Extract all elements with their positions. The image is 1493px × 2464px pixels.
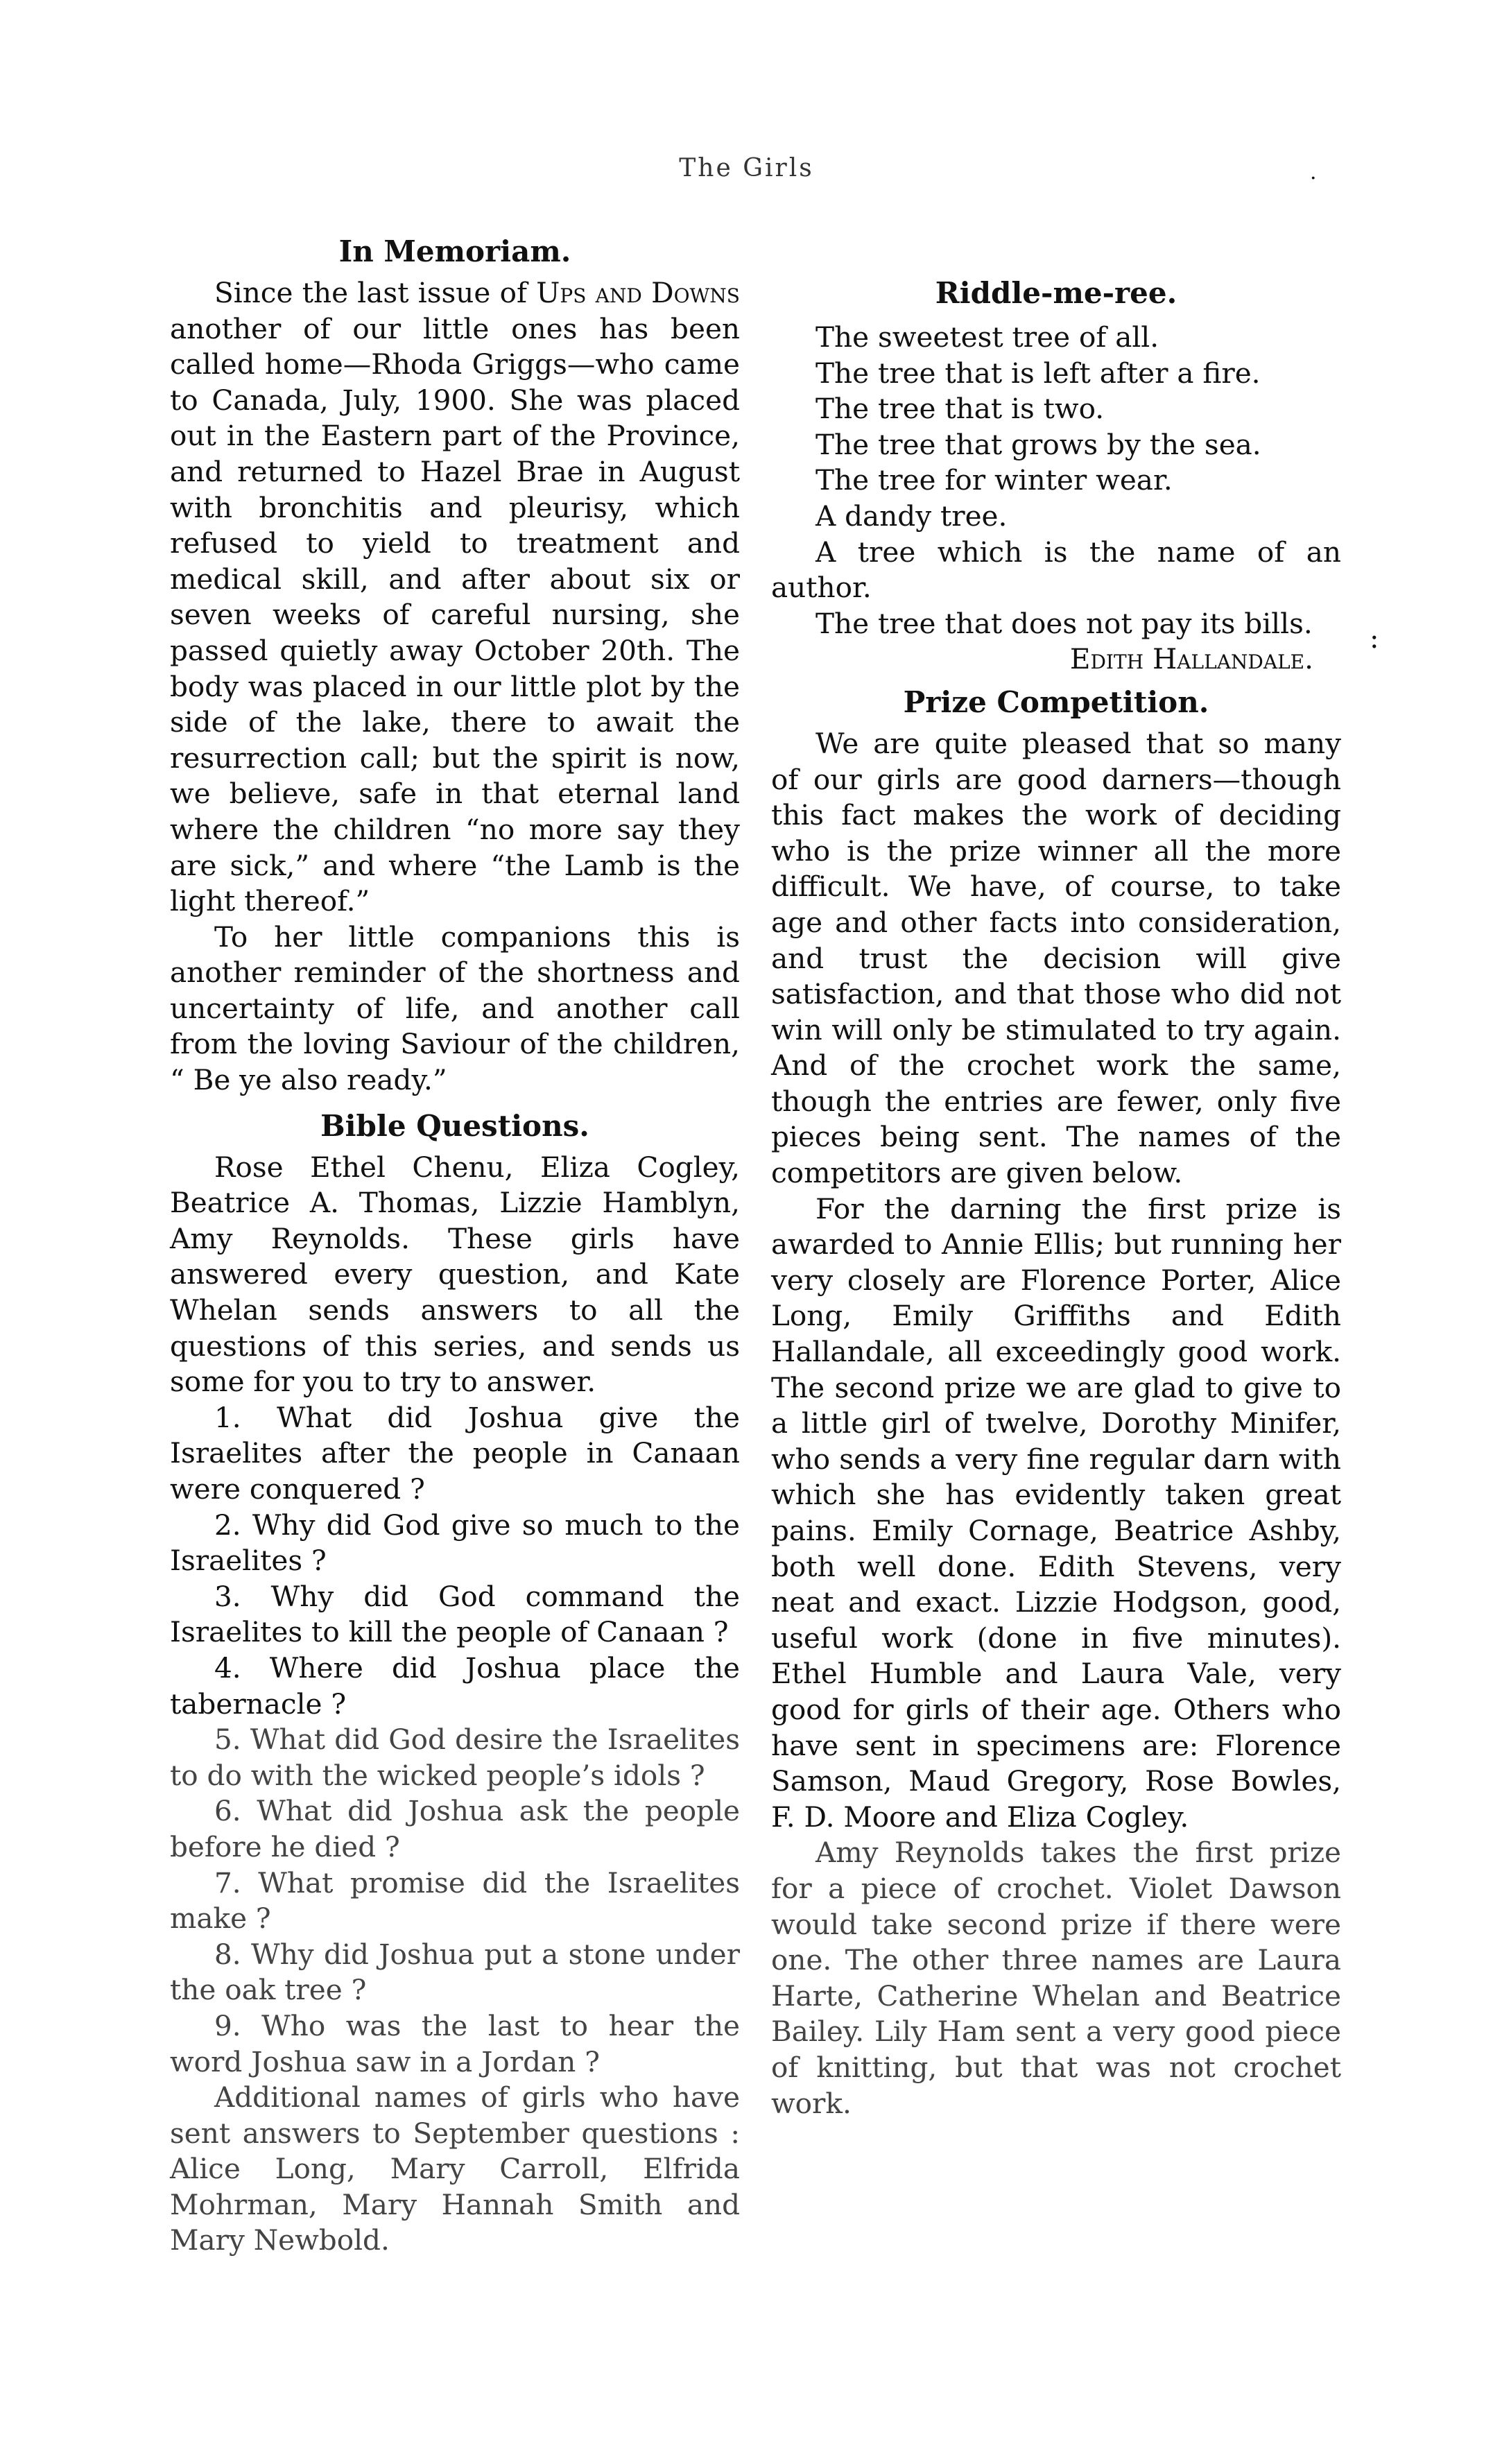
riddle-line: A dandy tree. (815, 499, 1008, 533)
bible-question-4: 4. Where did Joshua place the tabernacle ? (170, 1651, 740, 1721)
prize-paragraph-2: For the darning the first prize is awarded to Annie Ellis; but running her very closely are Florence Porter, Alice Long, Emily Griffiths and Edith Hallandale, all exceedingly good work. The second prize we are glad to give to a little girl of twelve, Dorothy Minifer, who sends a very fine regular darn with which she has evidently taken great pains. Emily Cornage, Beatrice Ashby, both well done. Edith Stevens, very neat and exact. Lizzie Hodgson, good, useful work (done in five minutes). Ethel Humble and Laura Vale, very good for girls of their age. Others who have sent in specimens are: Florence Samson, Maud Gregory, Rose Bowles, F. D. Moore and Eliza Cogley. (771, 1191, 1341, 1834)
memoriam-p1-start: Since the last issue of (214, 276, 537, 309)
riddle-line: The tree that is two. (815, 392, 1105, 426)
bible-intro: Rose Ethel Chenu, Eliza Cogley, Beatrice A. Thomas, Lizzie Hamblyn, Amy Reynolds. These girls have answered every question, and Kate Whelan sends answers to all the questions of this series, and sends us some for you to try to answer. (170, 1150, 740, 1399)
page-mark: · (1310, 166, 1317, 191)
riddle-signature: Edith Hallandale. (1069, 642, 1313, 676)
riddle-line: The tree that does not pay its bills. (815, 606, 1313, 640)
riddle-line: The tree that grows by the sea. (815, 427, 1261, 461)
bible-question-9: 9. Who was the last to hear the word Joshua saw in a Jordan ? (170, 2008, 740, 2078)
riddle-line: The tree that is left after a fire. (815, 356, 1261, 390)
right-column (771, 232, 1341, 2121)
prize-heading: Prize Competition. (903, 684, 1209, 719)
riddle-line: The tree for winter wear. (815, 463, 1173, 497)
magazine-name: Ups and Downs (536, 276, 740, 309)
prize-paragraph-1: We are quite pleased that so many of our girls are good darners—though this fact makes the work of deciding who is the prize winner all the more difficult. We have, of course, to take age and other facts into consideration, and trust the decision will give satisfaction, and that those who did not win will only be stimulated to try again. And of the crochet work the same, though the entries are fewer, only five pieces being sent. The names of the competitors are given below. (771, 726, 1341, 1190)
margin-mark: : (1370, 623, 1379, 655)
bible-question-1: 1. What did Joshua give the Israelites after the people in Canaan were conquered ? (170, 1400, 740, 1506)
riddle-list (771, 320, 1341, 678)
bible-question-8: 8. Why did Joshua put a stone under the oak tree ? (170, 1937, 740, 2007)
signature-row (771, 641, 1341, 678)
bible-questions-heading: Bible Questions. (320, 1108, 589, 1143)
prize-paragraph-3: Amy Reynolds takes the first prize for a piece of crochet. Violet Dawson would take second prize if there were one. The other three names are Laura Harte, Catherine Whelan and Beatrice Bailey. Lily Ham sent a very good piece of knitting, but that was not crochet work. (771, 1836, 1341, 2120)
bible-question-6: 6. What did Joshua ask the people before he died ? (170, 1794, 740, 1863)
riddle-heading: Riddle-me-ree. (935, 276, 1177, 310)
bible-question-3: 3. Why did God command the Israelites to kill the people of Canaan ? (170, 1579, 740, 1649)
riddle-line: A tree which is the name of an author. (771, 535, 1341, 605)
memoriam-heading: In Memoriam. (338, 234, 571, 268)
bible-question-7: 7. What promise did the Israelites make ? (170, 1866, 740, 1936)
bible-additional-names: Additional names of girls who have sent answers to September questions : Alice Long, Mary Carroll, Elfrida Mohrman, Mary Hannah Smith and Mary Newbold. (170, 2080, 740, 2257)
memoriam-p1-rest: another of our little ones has been called home—Rhoda Griggs—who came to Canada, July, 1900. She was placed out in the Eastern part of the Province, and returned to Hazel Brae in August with bronchitis and pleurisy, which refused to yield to treatment and medical skill, and after about six or seven weeks of careful nursing, she passed quietly away October 20th. The body was placed in our little plot by the side of the lake, there to await the resurrection call; but the spirit is now, we believe, safe in that eternal land where the children “no more say they are sick,” and where “the Lamb is the light thereof.” (170, 311, 740, 918)
bible-question-2: 2. Why did God give so much to the Israelites ? (170, 1508, 740, 1578)
running-head: The Girls (679, 154, 814, 182)
memoriam-paragraph-1 (170, 275, 740, 920)
left-column (170, 232, 740, 2259)
bible-question-5: 5. What did God desire the Israelites to do with the wicked people’s idols ? (170, 1723, 740, 1792)
riddle-line: The sweetest tree of all. (815, 320, 1159, 354)
memoriam-paragraph-2: To her little companions this is another reminder of the shortness and uncertainty of life, and another call from the loving Saviour of the children, “ Be ye also ready.” (170, 920, 740, 1097)
